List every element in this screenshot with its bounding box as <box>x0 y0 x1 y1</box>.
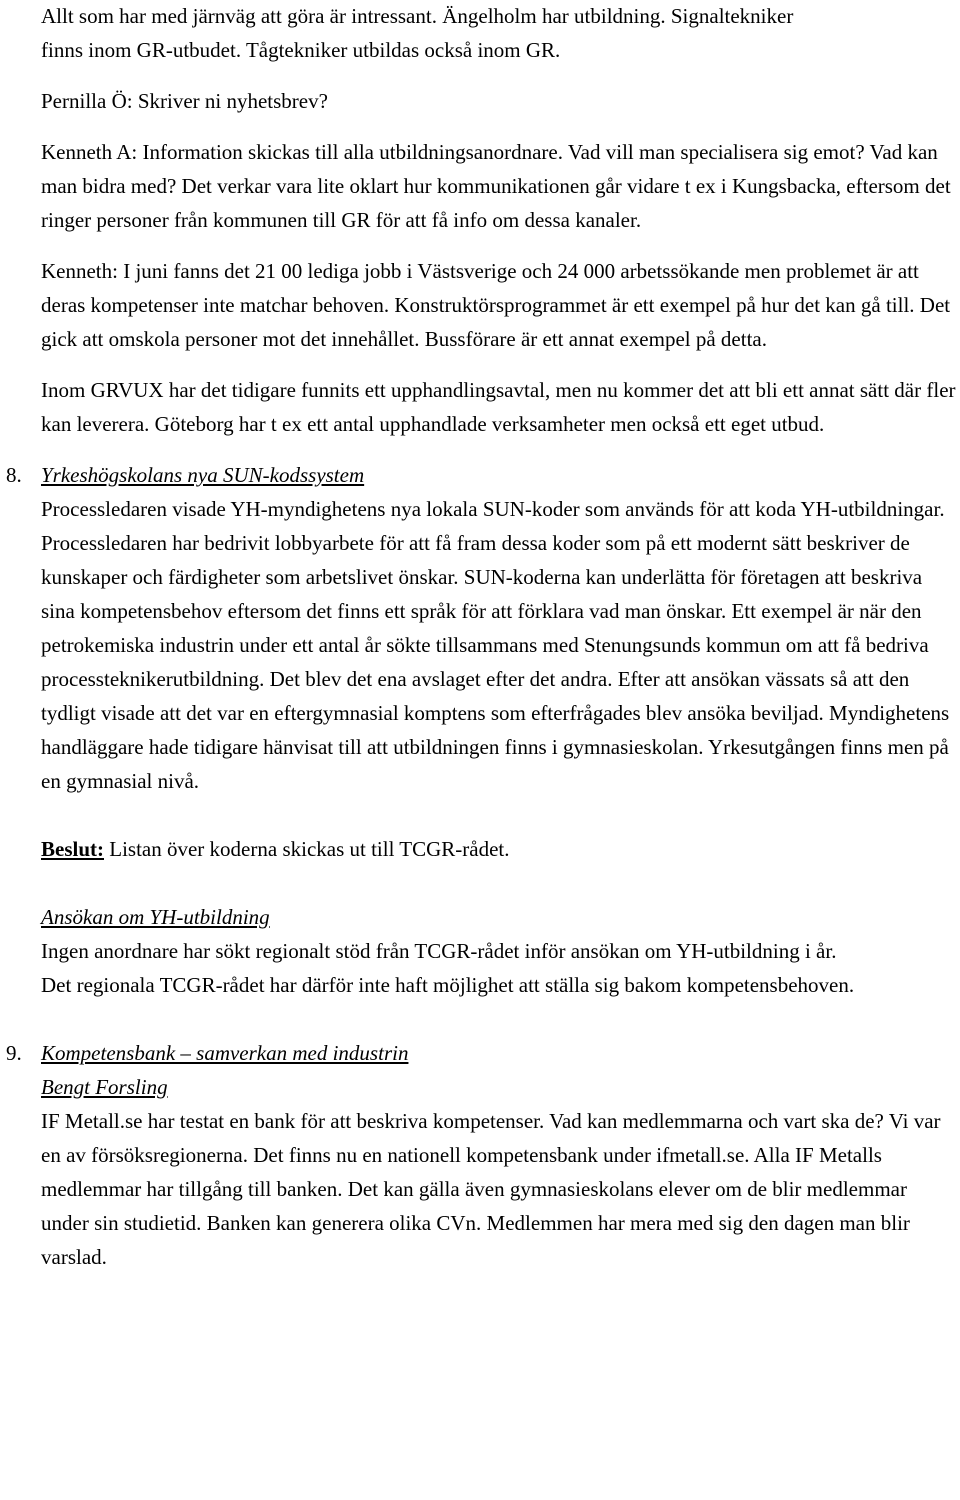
paragraph-grvux: Inom GRVUX har det tidigare funnits ett upphandlingsavtal, men nu kommer det att bli ett annat sätt där fler kan leverera. Göteborg har t ex ett antal upphandlade verksamheter men också ett eget utbud. <box>41 378 956 436</box>
spacer <box>41 67 956 84</box>
spacer <box>41 118 956 135</box>
section-8-heading <box>6 458 956 492</box>
spacer <box>41 1002 956 1036</box>
sub-heading: Ansökan om YH-utbildning <box>41 905 270 929</box>
section-title: Kompetensbank – samverkan med industrin <box>41 1041 409 1065</box>
paragraph-railway: Allt som har med järnväg att göra är intressant. Ängelholm har utbildning. Signaltekniker finns inom GR-utbudet. Tågtekniker utbildas också inom GR. <box>41 4 794 62</box>
paragraph-newsletter-question: Pernilla Ö: Skriver ni nyhetsbrev? <box>41 89 328 113</box>
section-number: 9. <box>6 1041 22 1065</box>
spacer <box>41 866 956 900</box>
spacer <box>41 356 956 373</box>
sub-body: Ingen anordnare har sökt regionalt stöd från TCGR-rådet inför ansökan om YH-utbildning i år. Det regionala TCGR-rådet har därför inte haft möjlighet att ställa sig bakom kompetensbehoven. <box>41 939 855 997</box>
paragraph-information: Kenneth A: Information skickas till alla utbildningsanordnare. Vad vill man specialisera sig emot? Vad kan man bidra med? Det verkar vara lite oklart hur kommunikationen går vidare t ex i Kungsbacka, eftersom det ringer personer från kommunen till GR för att få info om dessa kanaler. <box>41 140 951 232</box>
section-9-heading <box>6 1036 956 1070</box>
section-number: 8. <box>6 463 22 487</box>
document-body <box>6 0 956 1274</box>
decision <box>41 832 956 866</box>
decision-label: Beslut: <box>41 837 104 861</box>
spacer <box>41 237 956 254</box>
decision-text: Listan över koderna skickas ut till TCGR-rådet. <box>104 837 510 861</box>
presenter-name: Bengt Forsling <box>41 1075 168 1099</box>
section-8-body: Processledaren visade YH-myndighetens nya lokala SUN-koder som används för att koda YH-utbildningar. Processledaren har bedrivit lobbyarbete för att få fram dessa koder som på ett modernt sätt beskriver de kunskaper och färdigheter som arbetslivet önskar. SUN-koderna kan underlätta för företagen att beskriva sina kompetensbehov eftersom det finns ett språk för att förklara vad man önskar. Ett exempel är när den petrokemiska industrin under ett antal år sökte tillsammans med Stenungsunds kommun om att få bedriva processteknikerutbildning. Det blev det ena avslaget efter det andra. Efter att ansökan vässats så att den tydligt visade att det var en eftergymnasial komptens som efterfrågades blev ansöka beviljad. Myndighetens handläggare hade tidigare hänvisat till att utbildningen finns i gymnasieskolan. Yrkesutgången finns men på en gymnasial nivå. <box>41 497 950 793</box>
section-9-body: IF Metall.se har testat en bank för att beskriva kompetenser. Vad kan medlemmarna och vart ska de? Vi var en av försöksregionerna. Det finns nu en nationell kompetensbank under ifmetall.se. Alla IF Metalls medlemmar har tillgång till banken. Det kan gälla även gymnasieskolans elever om de blir medlemmar under sin studietid. Banken kan generera olika CVn. Medlemmen har mera med sig den dagen man blir varslad. <box>41 1109 941 1269</box>
paragraph-job-market: Kenneth: I juni fanns det 21 00 lediga jobb i Västsverige och 24 000 arbetssökande men problemet är att deras kompetenser inte matchar behoven. Konstruktörsprogrammet är ett exempel på hur det kan gå till. Det gick att omskola personer mot det innehållet. Bussförare är ett annat exempel på detta. <box>41 259 951 351</box>
spacer <box>41 441 956 458</box>
spacer <box>41 798 956 832</box>
section-title: Yrkeshögskolans nya SUN-kodssystem <box>41 463 365 487</box>
